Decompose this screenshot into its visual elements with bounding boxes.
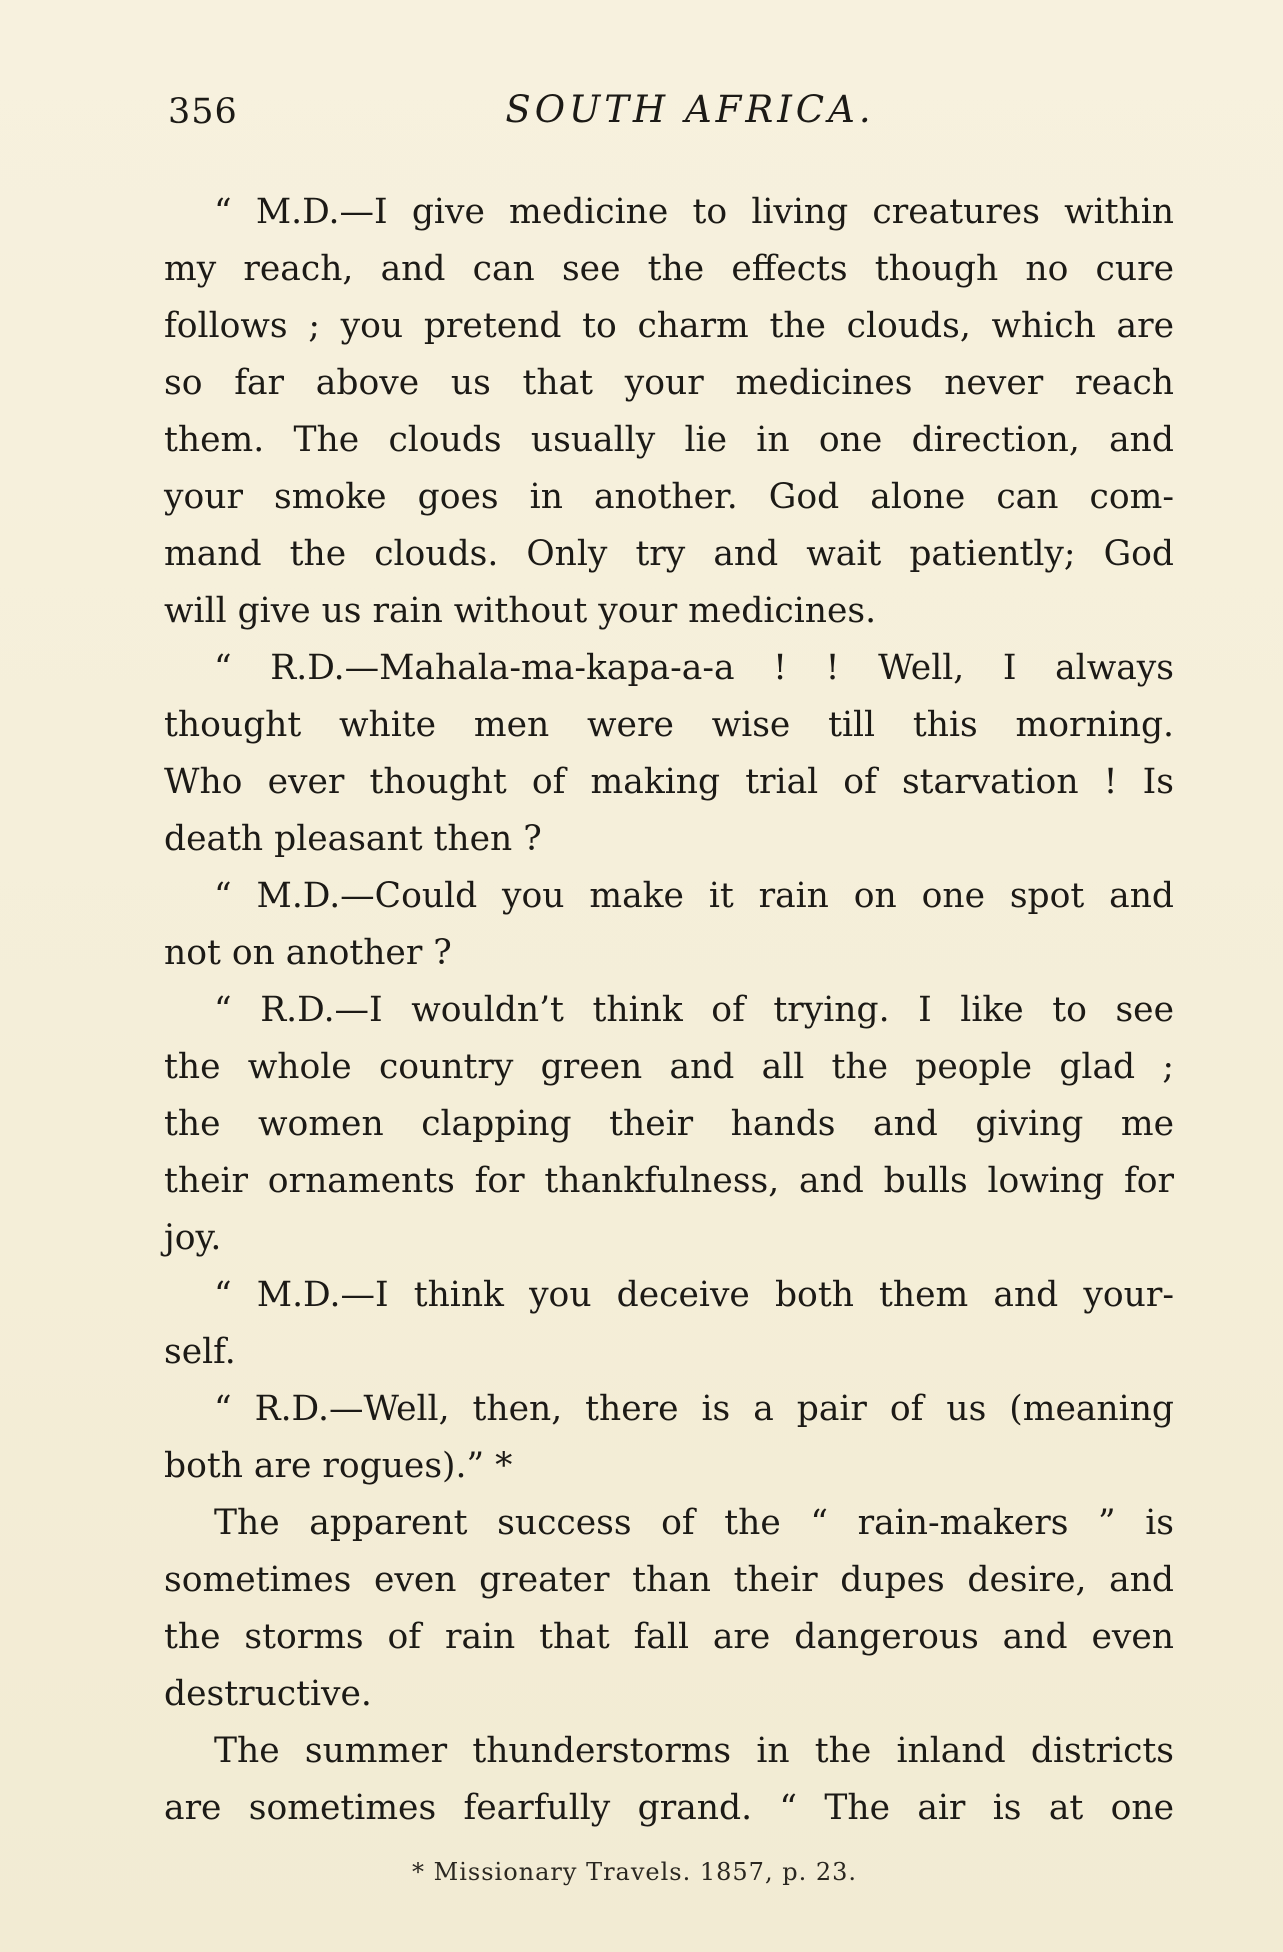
text-line: “ M.D.—Could you make it rain on one spot and	[214, 876, 1174, 916]
text-line: the whole country green and all the people glad ;	[164, 1047, 1174, 1087]
text-line: your smoke goes in another. God alone can com-	[164, 477, 1174, 517]
text-line: will give us rain without your medicines.	[164, 591, 877, 631]
text-line: self.	[164, 1332, 236, 1372]
text-line: mand the clouds. Only try and wait patiently; God	[164, 534, 1174, 574]
text-line: not on another ?	[164, 933, 452, 973]
text-line: my reach, and can see the effects though no cure	[164, 249, 1174, 289]
running-title: SOUTH AFRICA.	[505, 88, 875, 131]
text-line: “ M.D.—I think you deceive both them and your-	[214, 1275, 1174, 1315]
text-line: both are rogues).” *	[164, 1446, 513, 1486]
text-line: follows ; you pretend to charm the clouds, which are	[164, 306, 1174, 346]
text-line: “ R.D.—I wouldn’t think of trying. I like to see	[214, 990, 1174, 1030]
text-line: so far above us that your medicines never reach	[164, 363, 1174, 403]
text-line: them. The clouds usually lie in one direction, and	[164, 420, 1174, 460]
text-line: their ornaments for thankfulness, and bulls lowing for	[164, 1161, 1174, 1201]
page-number: 356	[168, 92, 238, 132]
text-line: sometimes even greater than their dupes desire, and	[164, 1560, 1174, 1600]
text-line: The apparent success of the “ rain-makers ” is	[214, 1503, 1174, 1543]
text-line: “ M.D.—I give medicine to living creatures within	[214, 192, 1174, 232]
text-line: destructive.	[164, 1674, 372, 1714]
text-line: joy.	[164, 1218, 222, 1258]
text-line: thought white men were wise till this morning.	[164, 705, 1174, 745]
text-line: The summer thunderstorms in the inland districts	[214, 1731, 1174, 1771]
page-header	[168, 88, 1172, 138]
footnote: * Missionary Travels. 1857, p. 23.	[412, 1858, 857, 1886]
text-line: are sometimes fearfully grand. “ The air is at one	[164, 1788, 1174, 1828]
text-line: “ R.D.—Well, then, there is a pair of us (meaning	[214, 1389, 1174, 1429]
text-line: the storms of rain that fall are dangerous and even	[164, 1617, 1174, 1657]
text-line: death pleasant then ?	[164, 819, 542, 859]
body-text	[164, 184, 1174, 1837]
text-line: the women clapping their hands and giving me	[164, 1104, 1174, 1144]
text-line: “ R.D.—Mahala-ma-kapa-a-a ! ! Well, I always	[214, 648, 1174, 688]
text-line: Who ever thought of making trial of starvation ! Is	[164, 762, 1174, 802]
